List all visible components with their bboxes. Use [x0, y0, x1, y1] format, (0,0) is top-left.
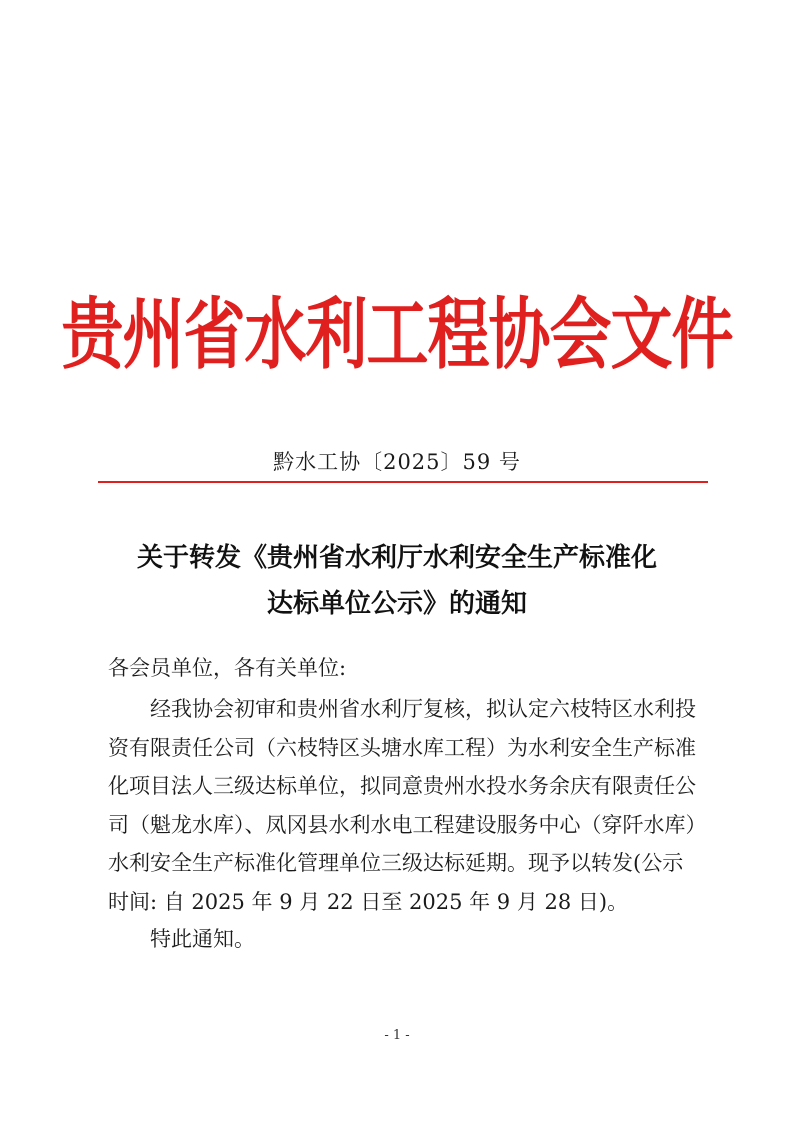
- red-divider-line: [98, 481, 708, 483]
- body-line-1: 经我协会初审和贵州省水利厅复核，拟认定六枝特区水利投: [150, 697, 696, 721]
- body-paragraph: [108, 690, 708, 921]
- document-masthead: 贵州省水利工程协会文件: [61, 288, 733, 380]
- body-line-3: 化项目法人三级达标单位，拟同意贵州水投水务余庆有限责任公: [108, 774, 696, 798]
- page-number: - 1 -: [384, 1028, 410, 1043]
- body-line-5: 水利安全生产标准化管理单位三级达标延期。现予以转发(公示: [108, 851, 684, 875]
- notice-title-line-2: 达标单位公示》的通知: [266, 589, 527, 619]
- body-line-4: 司（魁龙水库）、凤冈县水利水电工程建设服务中心（穿阡水库）: [108, 812, 707, 837]
- salutation: 各会员单位，各有关单位:: [108, 656, 347, 680]
- notice-title-line-1: 关于转发《贵州省水利厅水利安全生产标准化: [136, 543, 657, 573]
- closing-remark: 特此通知。: [150, 927, 255, 951]
- body-line-6: 时间: 自 2025 年 9 月 22 日至 2025 年 9 月 28 日)。: [108, 889, 629, 914]
- notice-title: [80, 535, 714, 627]
- document-number: 黔水工协〔2025〕59 号: [273, 450, 521, 474]
- body-line-2: 资有限责任公司（六枝特区头塘水库工程）为水利安全生产标准: [108, 735, 696, 760]
